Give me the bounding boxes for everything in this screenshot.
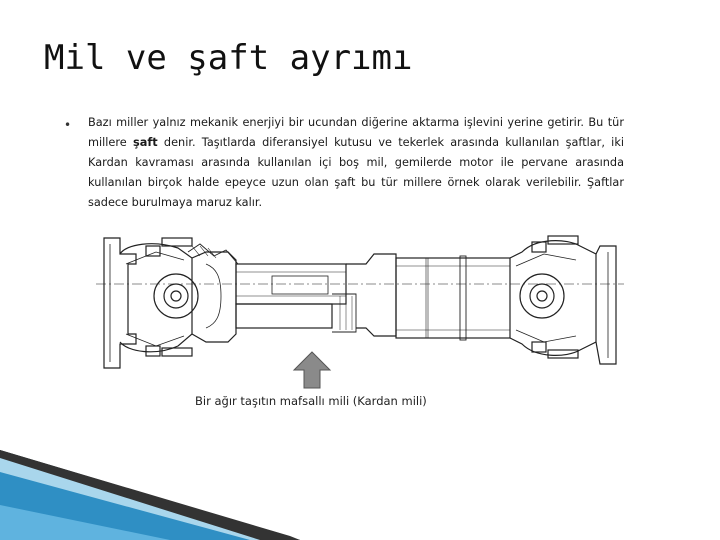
figure-caption: Bir ağır taşıtın mafsallı mili (Kardan mili) (195, 394, 427, 408)
body-paragraph (88, 113, 624, 213)
paragraph-bold-term: şaft (132, 136, 158, 149)
up-arrow-icon (292, 350, 332, 390)
cardan-shaft-drawing (96, 224, 624, 386)
paragraph-text-2: denir. Taşıtlarda diferansiyel kutusu ve tekerlek arasında kullanılan şaftlar, iki Kardan kavraması arasında kullanılan içi boş mil, gemilerde motor ile pervane arasında kullanılan birçok halde epeyce uzun olan şaft bu tür millere örnek olarak verilebilir. Şaftlar sadece burulmaya maruz kalır. (88, 136, 625, 209)
corner-decoration (0, 450, 720, 540)
slide-title: Mil ve şaft ayrımı (44, 38, 413, 78)
bullet-marker: • (64, 118, 72, 132)
paragraph-text-1: Bazı miller yalnız mekanik enerjiyi bir ucundan diğerine aktarma işlevini yerine getirir. Bu tür millere (88, 116, 624, 149)
